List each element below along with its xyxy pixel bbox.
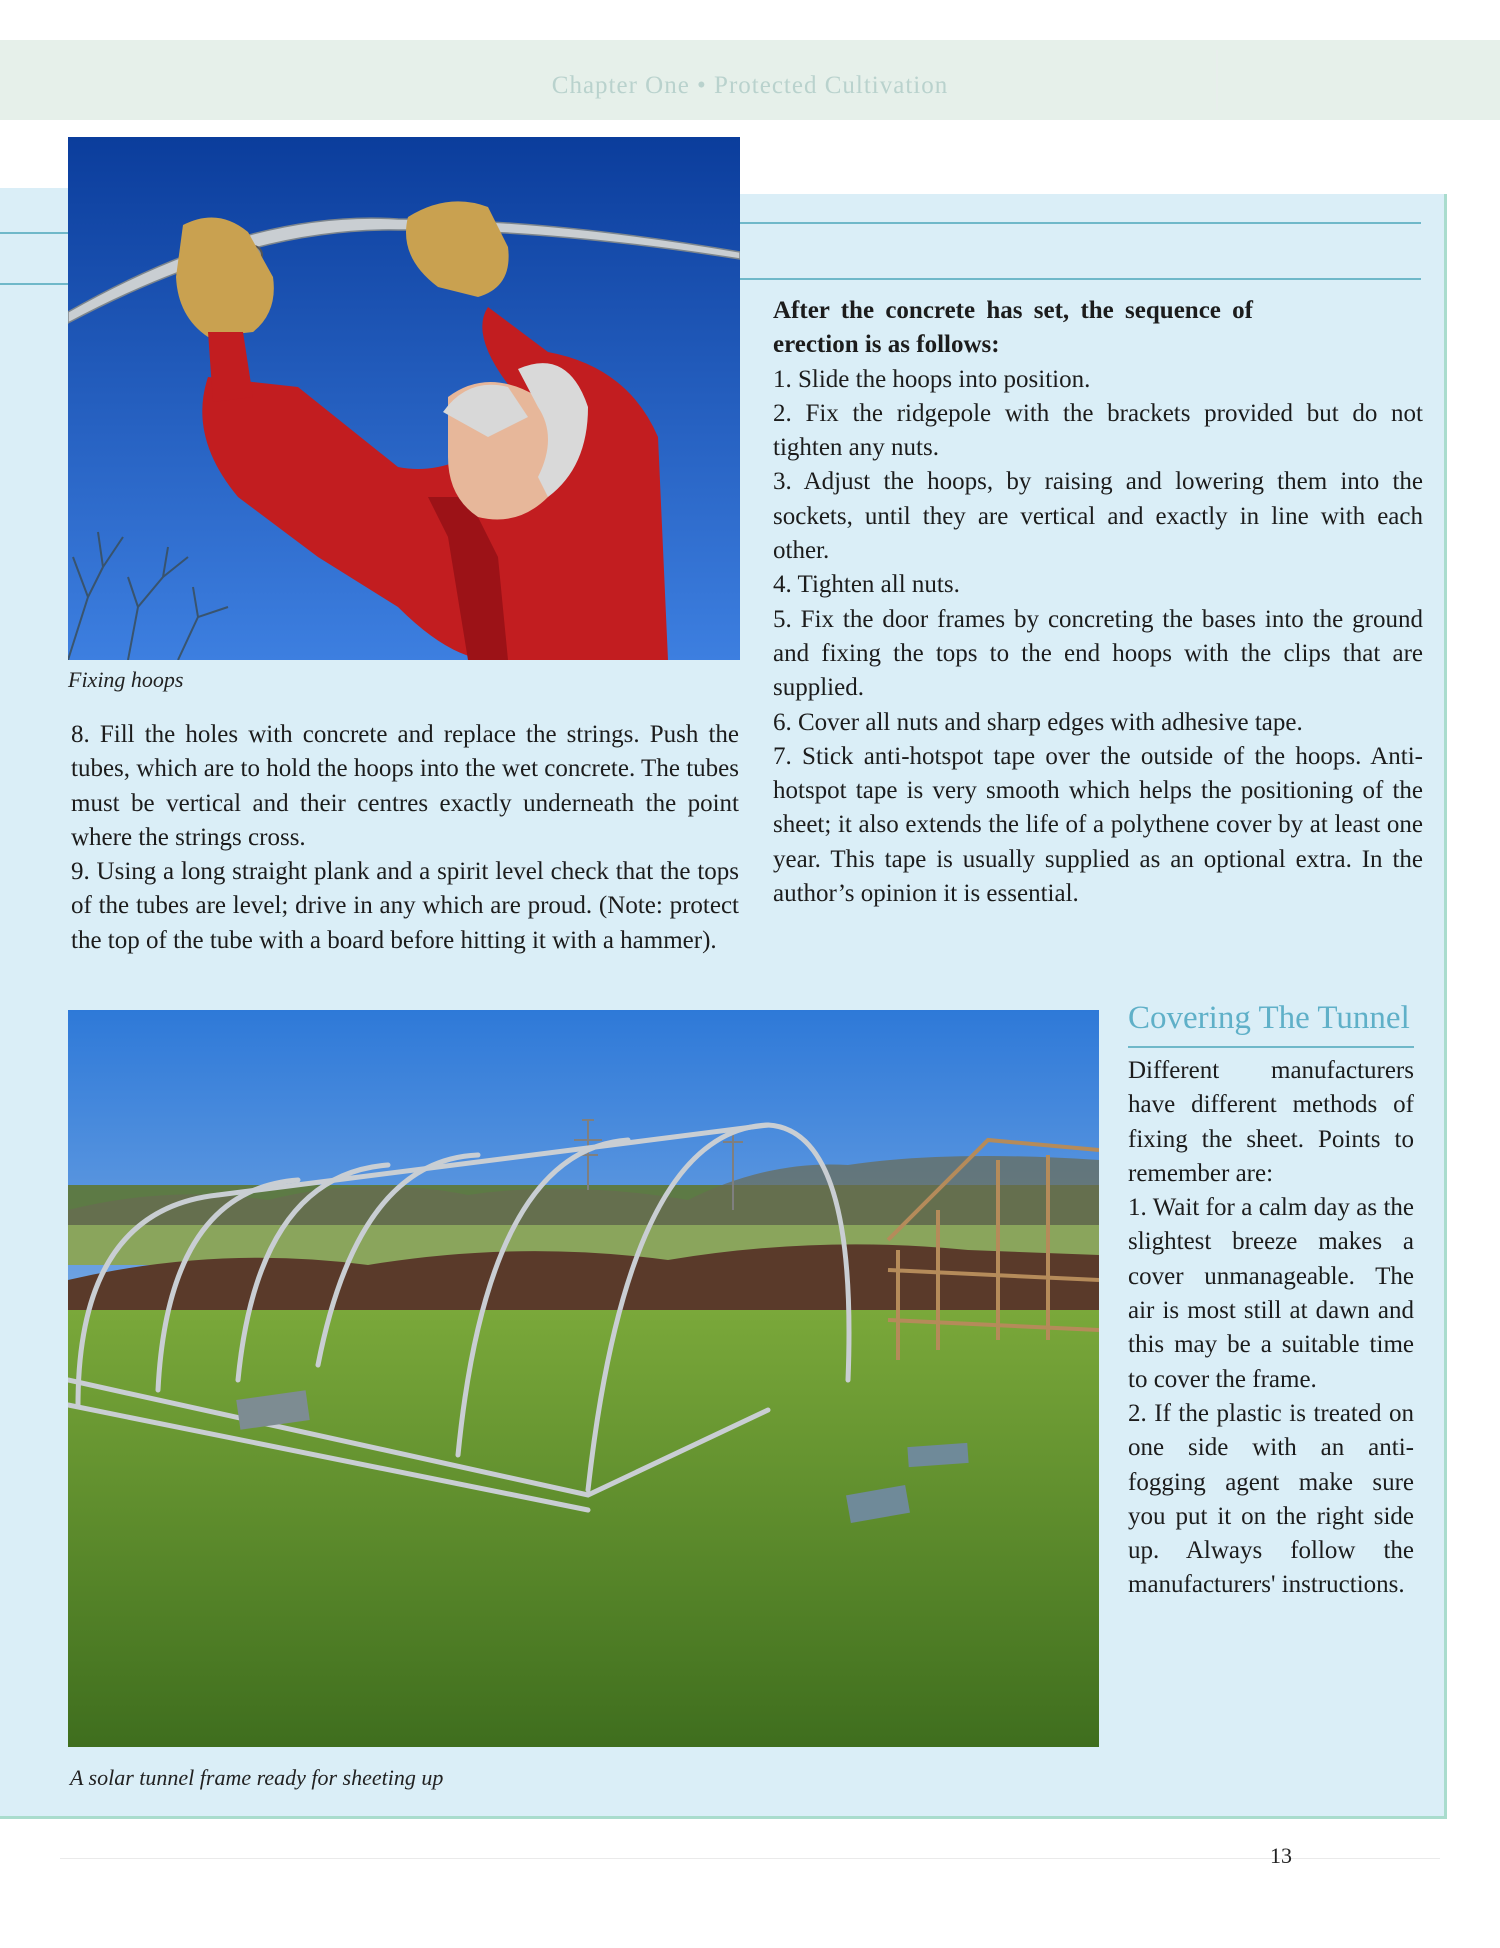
photo1-caption: Fixing hoops xyxy=(68,667,184,692)
section-title-rule xyxy=(1128,1046,1414,1048)
erection-step-2: 2. Fix the ridgepole with the brackets provided but do not tighten any nuts. xyxy=(773,399,1423,462)
erection-step-6: 6. Cover all nuts and sharp edges with adhesive tape. xyxy=(773,708,1303,736)
footer-rule xyxy=(60,1858,1440,1859)
left-column-text xyxy=(71,718,739,958)
covering-text xyxy=(1128,1054,1414,1603)
step-9-text: 9. Using a long straight plank and a spirit level check that the tops of the tubes are level; drive in any which are proud. (Note: protect the top of the tube with a board before hitting it with a hammer). xyxy=(71,858,739,954)
left-rule-bottom xyxy=(0,283,68,285)
left-rule-top xyxy=(0,232,68,234)
header-divider xyxy=(1216,50,1218,110)
erection-sequence xyxy=(773,294,1423,911)
covering-intro: Different manufacturers have different methods of fixing the sheet. Points to remember are: xyxy=(1128,1057,1414,1187)
erection-heading: After the concrete has set, the sequence of erection is as follows: xyxy=(773,297,1253,359)
covering-point-2: 2. If the plastic is treated on one side with an anti-fogging agent make sure you put it on the right side up. Always follow the manufacturers' instructions. xyxy=(1128,1399,1414,1599)
erection-step-1: 1. Slide the hoops into position. xyxy=(773,365,1091,393)
step-8-text: 8. Fill the holes with concrete and replace the strings. Push the tubes, which are to hold the hoops into the wet concrete. The tubes must be vertical and their centres exactly underneath the point where the strings cross. xyxy=(71,721,739,851)
section-title: Covering The Tunnel xyxy=(1128,1000,1410,1036)
erection-step-5: 5. Fix the door frames by concreting the bases into the ground and fixing the tops to the end hoops with the clips that are supplied. xyxy=(773,605,1423,702)
running-header: Chapter One • Protected Cultivation xyxy=(551,72,949,99)
page-number: 13 xyxy=(1270,1843,1292,1868)
erection-step-3: 3. Adjust the hoops, by raising and lowering them into the sockets, until they are vertical and exactly in line with each other. xyxy=(773,468,1423,565)
erection-step-4: 4. Tighten all nuts. xyxy=(773,571,960,599)
fixing-hoops-photo xyxy=(68,137,740,660)
photo2-caption: A solar tunnel frame ready for sheeting up xyxy=(70,1765,444,1790)
solar-tunnel-frame-photo xyxy=(68,1010,1099,1747)
right-rule-top xyxy=(740,222,1421,224)
erection-step-7: 7. Stick anti-hotspot tape over the outside of the hoops. Anti-hotspot tape is very smooth which helps the positioning of the sheet; it also extends the life of a polythene cover by at least one year. This tape is usually supplied as an optional extra. In the author’s opinion it is essential. xyxy=(773,742,1423,908)
covering-point-1: 1. Wait for a calm day as the slightest breeze makes a cover unmanageable. The air is most still at dawn and this may be a suitable time to cover the frame. xyxy=(1128,1194,1414,1393)
panel-top-edge xyxy=(738,188,1447,194)
right-rule-bottom xyxy=(740,278,1421,280)
